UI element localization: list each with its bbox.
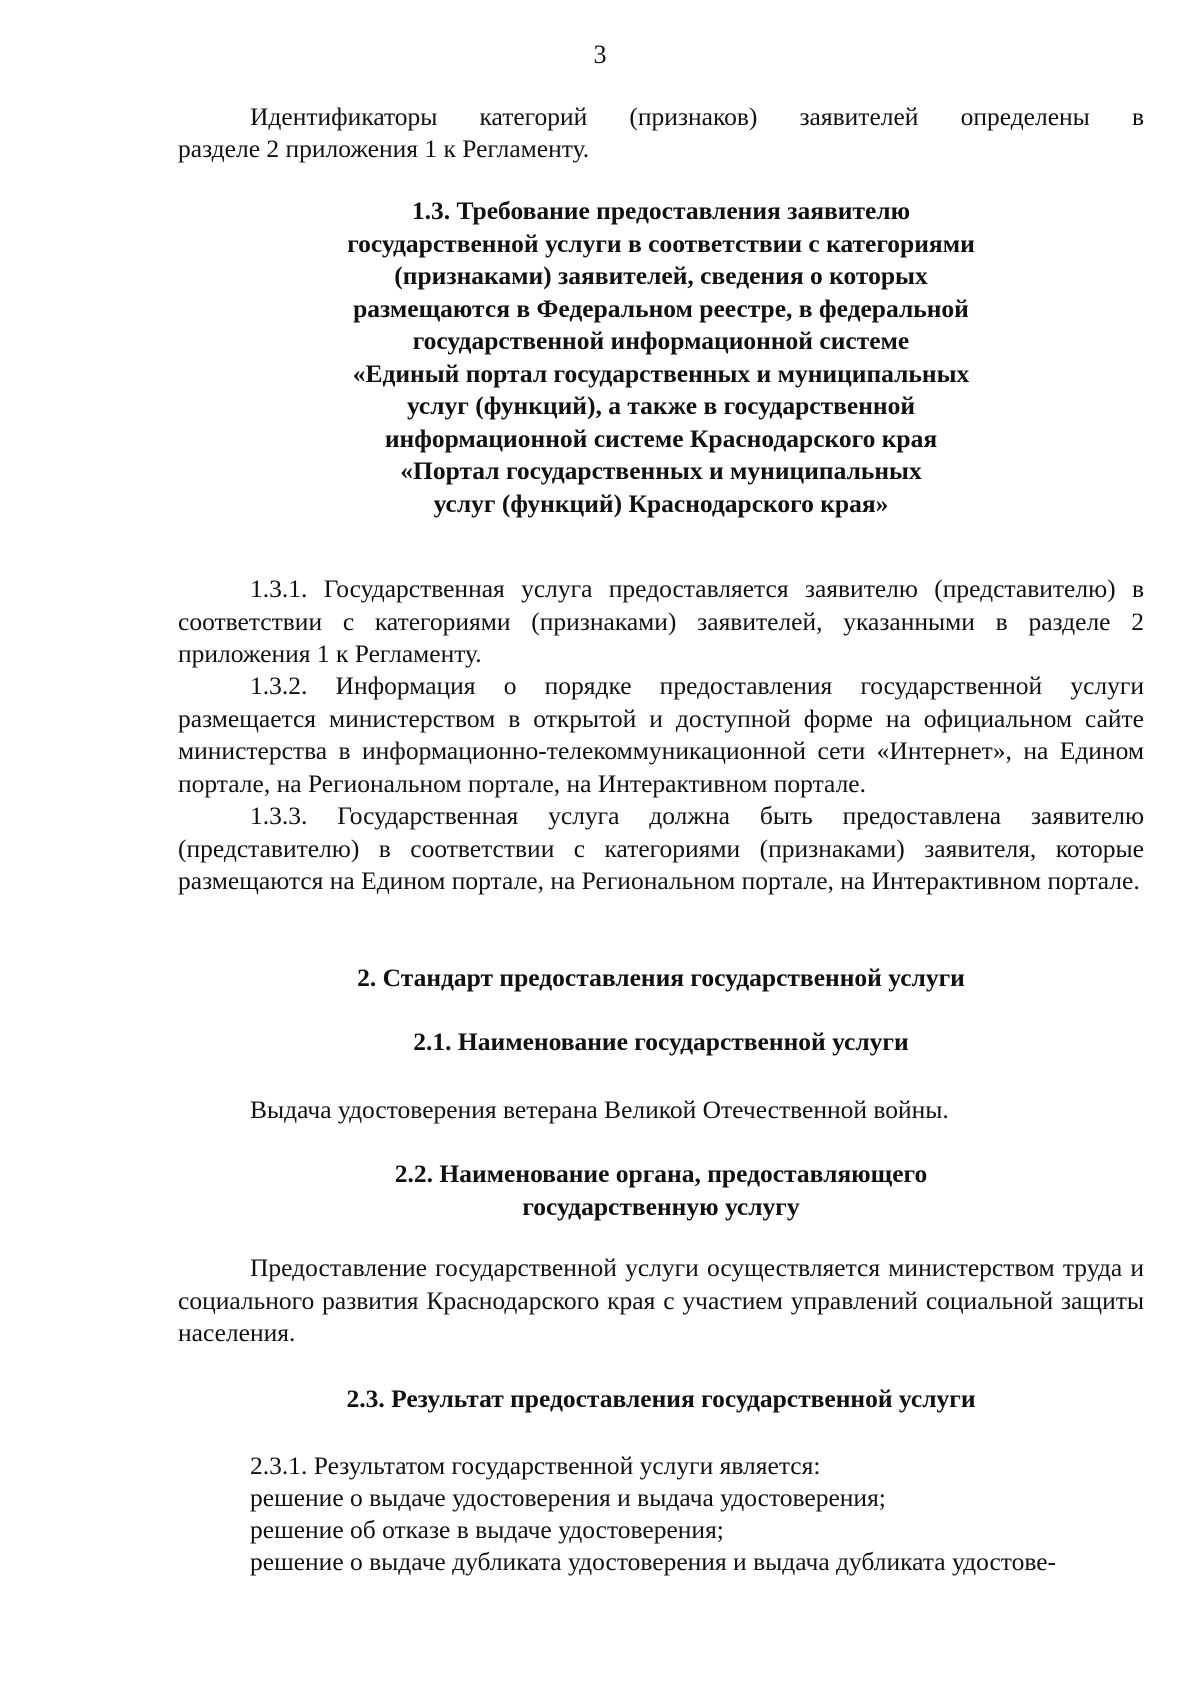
paragraph-1-3-2: 1.3.2. Информация о порядке предоставления государственной услуги размещается министерством в открытой и доступной форме на официальном сайте министерства в информационно-телекоммуникационной сети «Интернет», на Едином портале, на Региональном портале, на Интерактивном портале.: [178, 671, 1144, 798]
section-1-3-heading-line: «Единый портал государственных и муниципальных: [352, 358, 970, 388]
paragraph-1-3-3: 1.3.3. Государственная услуга должна быть предоставлена заявителю (представителю) в соответствии с категориями (признаками) заявителя, которые размещаются на Едином портале, на Региональном портале, на Интерактивном портале.: [178, 801, 1144, 895]
section-1-3-heading-line: (признаками) заявителей, сведения о которых: [394, 261, 928, 290]
section-2-1-text: Выдача удостоверения ветерана Великой Отечественной войны.: [250, 1095, 949, 1124]
section-1-3-heading-line: услуг (функций) Краснодарского края»: [433, 488, 889, 518]
paragraph-1-3-1: 1.3.1. Государственная услуга предоставляется заявителю (представителю) в соответствии с категориями (признаками) заявителей, указанными в разделе 2 приложения 1 к Регламенту.: [178, 574, 1144, 668]
section-2-3-heading: 2.3. Результат предоставления государственной услуги: [346, 1384, 976, 1413]
section-1-3-heading-line: размещаются в Федеральном реестре, в федеральной: [353, 293, 969, 323]
section-1-3-heading-line: государственной услуги в соответствии с категориями: [347, 228, 975, 258]
section-1-3-heading-line: информационной системе Краснодарского края: [384, 423, 938, 453]
section-1-3-heading: [178, 195, 1144, 520]
result-line: 2.3.1. Результатом государственной услуги является:: [250, 1451, 821, 1480]
section-2-2-heading: [178, 1158, 1144, 1223]
page-number: 3: [593, 40, 607, 69]
section-1-3-heading-line: государственной информационной системе: [412, 326, 910, 355]
intro-line-1: Идентификаторы категорий (признаков) заявителей определены в: [250, 102, 1144, 131]
section-1-3-heading-line: «Портал государственных и муниципальных: [400, 456, 922, 485]
section-1-3-heading-line: 1.3. Требование предоставления заявителю: [411, 196, 911, 225]
intro-line-2: разделе 2 приложения 1 к Регламенту.: [178, 134, 590, 163]
result-line: решение о выдаче удостоверения и выдача удостоверения;: [250, 1483, 886, 1512]
section-2-1-heading: 2.1. Наименование государственной услуги: [413, 1027, 909, 1056]
section-1-3-heading-line: услуг (функций), а также в государственной: [406, 391, 916, 420]
result-line: решение об отказе в выдаче удостоверения;: [250, 1515, 724, 1544]
section-2-2-heading-line: 2.2. Наименование органа, предоставляющего: [394, 1159, 928, 1188]
result-line: решение о выдаче дубликата удостоверения и выдача дубликата удостове-: [250, 1547, 1057, 1576]
section-2-2-text: Предоставление государственной услуги осуществляется министерством труда и социального развития Краснодарского края с участием управлений социальной защиты населения.: [178, 1253, 1144, 1347]
section-2-2-heading-line: государственную услугу: [522, 1191, 800, 1221]
section-2-heading: 2. Стандарт предоставления государственной услуги: [357, 963, 965, 992]
